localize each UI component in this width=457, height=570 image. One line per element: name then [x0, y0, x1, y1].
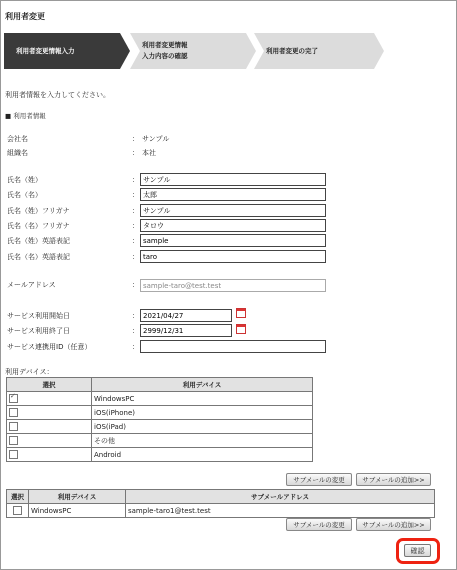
submail-header-device: 利用デバイス	[29, 490, 126, 504]
devices-label: 利用デバイス：	[5, 368, 54, 376]
colon: ：	[132, 135, 139, 143]
colon: ：	[132, 253, 139, 261]
step-1-label: 利用者変更情報入力	[16, 46, 75, 55]
add-submail-button[interactable]: サブメールの追加>>	[356, 518, 431, 531]
submail-header-select: 選択	[7, 490, 29, 504]
colon: ：	[132, 343, 139, 351]
device-checkbox[interactable]	[9, 450, 18, 459]
page-title: 利用者変更	[5, 12, 45, 21]
device-name: iOS(iPad)	[92, 420, 313, 434]
table-row	[7, 504, 435, 518]
colon: ：	[132, 281, 139, 289]
change-submail-button[interactable]: サブメールの変更	[286, 473, 352, 486]
colon: ：	[132, 312, 139, 320]
colon: ：	[132, 237, 139, 245]
table-row	[7, 392, 313, 406]
org-label: 組織名	[7, 149, 28, 157]
submail-device: WindowsPC	[29, 504, 126, 518]
end-date-input[interactable]: 2999/12/31	[140, 324, 232, 337]
devices-header-select: 選択	[7, 378, 92, 392]
device-name: WindowsPC	[92, 392, 313, 406]
email-label: メールアドレス	[7, 281, 56, 289]
step-2-label-line2: 入力内容の確認	[142, 52, 188, 60]
submail-checkbox[interactable]	[13, 506, 22, 515]
step-1	[4, 33, 130, 69]
add-submail-button[interactable]: サブメールの追加>>	[356, 473, 431, 486]
submail-address: sample-taro1@test.test	[126, 504, 435, 518]
first-kana-label: 氏名（名）フリガナ	[7, 222, 70, 230]
start-date-input[interactable]: 2021/04/27	[140, 309, 232, 322]
first-kana-input[interactable]: タロウ	[140, 219, 326, 232]
colon: ：	[132, 327, 139, 335]
start-date-label: サービス利用開始日	[7, 312, 70, 320]
first-en-input[interactable]: taro	[140, 250, 326, 263]
submail-header-address: サブメールアドレス	[126, 490, 435, 504]
last-kana-input[interactable]: サンプル	[140, 204, 326, 217]
step-3-label: 利用者変更の完了	[266, 46, 318, 55]
device-checkbox[interactable]	[9, 408, 18, 417]
device-checkbox[interactable]	[9, 394, 18, 403]
confirm-button[interactable]: 確認	[404, 544, 431, 557]
step-3	[254, 33, 384, 69]
device-name: iOS(iPhone)	[92, 406, 313, 420]
first-name-label: 氏名（名）	[7, 191, 42, 199]
last-kana-label: 氏名（姓）フリガナ	[7, 207, 70, 215]
section-heading: ■ 利用者情報	[5, 112, 46, 120]
intro-text: 利用者情報を入力してください。	[5, 91, 110, 99]
device-checkbox[interactable]	[9, 422, 18, 431]
submail-table	[6, 489, 435, 518]
step-2-label-line1: 利用者変更情報	[142, 41, 188, 49]
email-field[interactable]: sample-taro@test.test	[140, 279, 326, 292]
colon: ：	[132, 207, 139, 215]
table-row	[7, 448, 313, 462]
last-name-label: 氏名（姓）	[7, 176, 42, 184]
device-checkbox[interactable]	[9, 436, 18, 445]
colon: ：	[132, 149, 139, 157]
last-en-label: 氏名（姓）英語表記	[7, 237, 70, 245]
end-date-label: サービス利用終了日	[7, 327, 70, 335]
org-value: 本社	[142, 149, 156, 157]
first-en-label: 氏名（名）英語表記	[7, 253, 70, 261]
calendar-icon[interactable]	[236, 324, 246, 334]
table-row	[7, 406, 313, 420]
colon: ：	[132, 176, 139, 184]
link-id-label: サービス連携用ID（任意）	[7, 343, 92, 351]
progress-steps	[4, 33, 384, 69]
last-name-input[interactable]: サンプル	[140, 173, 326, 186]
colon: ：	[132, 222, 139, 230]
company-value: サンプル	[142, 135, 170, 143]
table-row	[7, 420, 313, 434]
step-2	[130, 33, 256, 69]
device-name: Android	[92, 448, 313, 462]
last-en-input[interactable]: sample	[140, 234, 326, 247]
company-label: 会社名	[7, 135, 28, 143]
calendar-icon[interactable]	[236, 308, 246, 318]
devices-table	[6, 377, 313, 462]
table-row	[7, 434, 313, 448]
change-submail-button[interactable]: サブメールの変更	[286, 518, 352, 531]
colon: ：	[132, 191, 139, 199]
device-name: その他	[92, 434, 313, 448]
link-id-input[interactable]	[140, 340, 326, 353]
devices-header-device: 利用デバイス	[92, 378, 313, 392]
first-name-input[interactable]: 太郎	[140, 188, 326, 201]
